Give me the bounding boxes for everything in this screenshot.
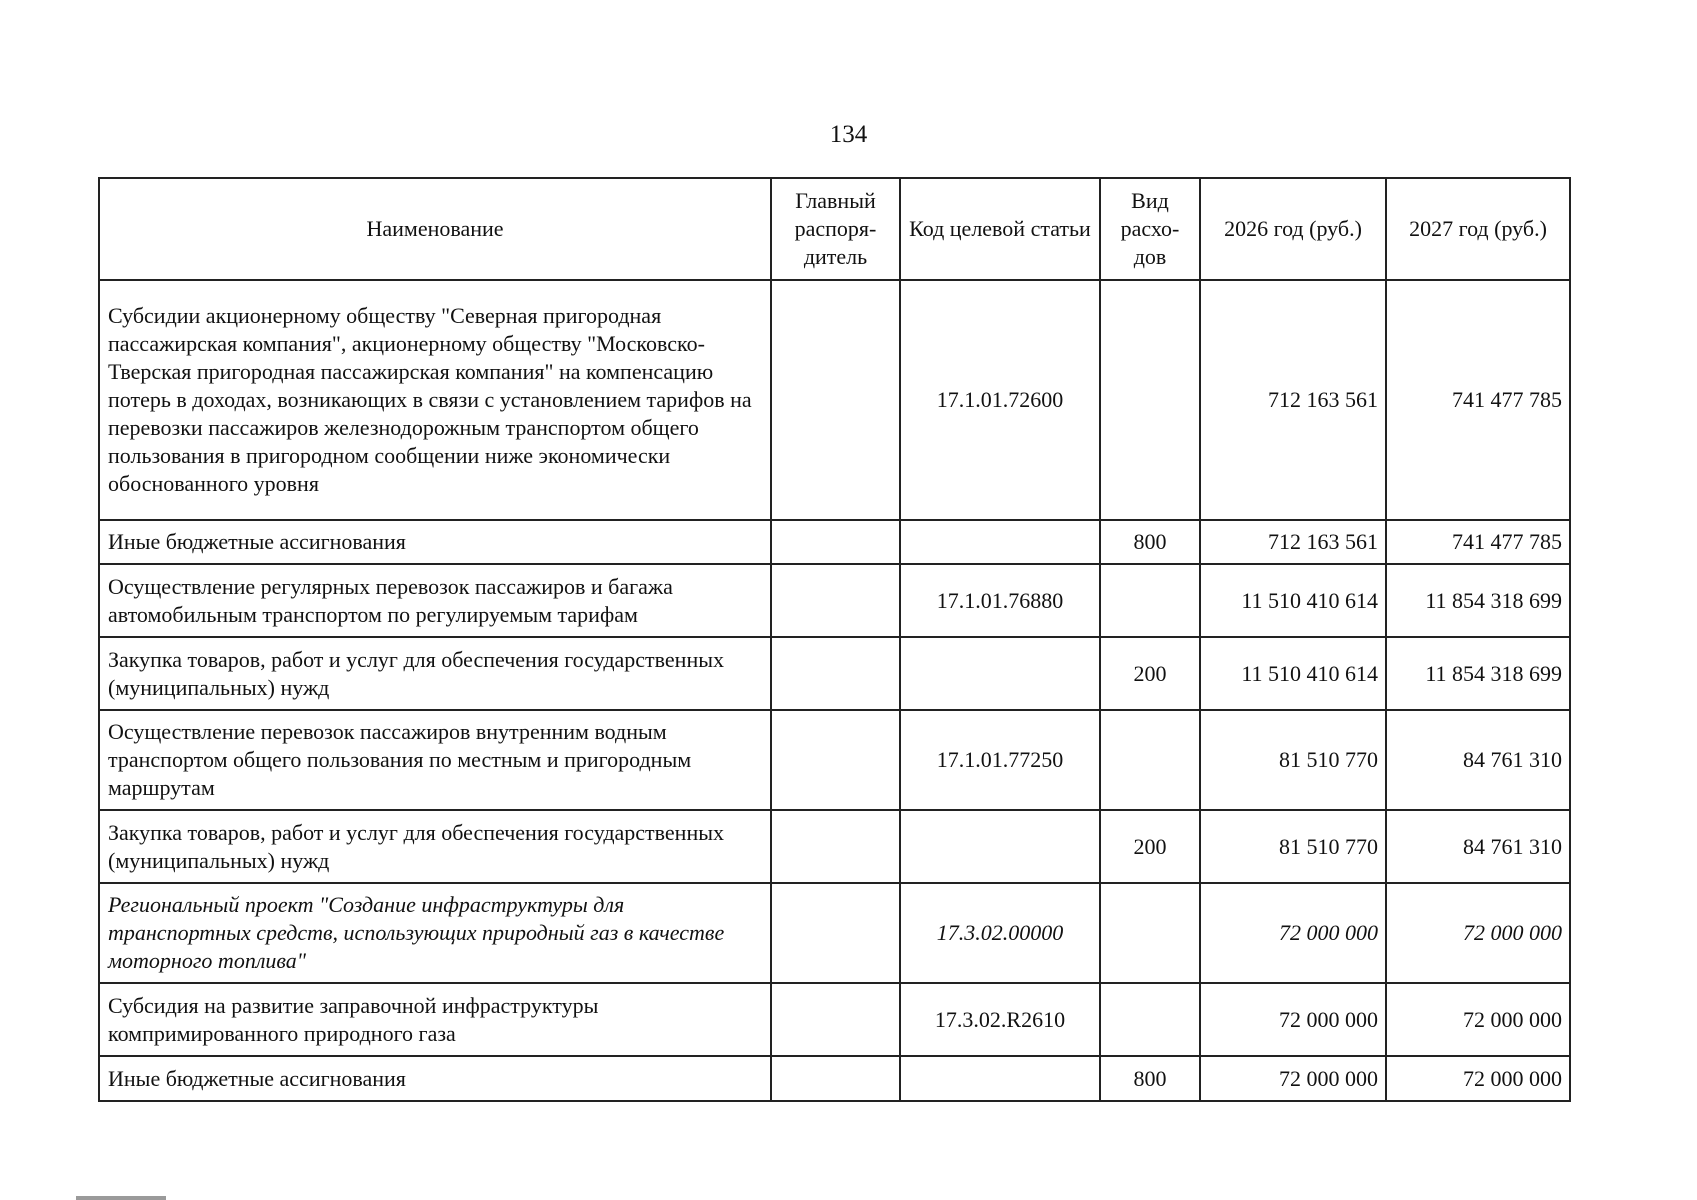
row-manager — [771, 710, 900, 810]
row-manager — [771, 810, 900, 883]
row-amount-2027: 741 477 785 — [1386, 520, 1570, 564]
row-name: Иные бюджетные ассигнования — [99, 520, 771, 564]
row-type — [1100, 983, 1200, 1056]
table-row — [99, 1056, 1570, 1101]
row-code — [900, 637, 1100, 710]
row-name: Закупка товаров, работ и услуг для обеспечения государственных (муниципальных) нужд — [99, 637, 771, 710]
row-code — [900, 810, 1100, 883]
row-amount-2027: 84 761 310 — [1386, 810, 1570, 883]
header-year-2026: 2026 год (руб.) — [1200, 178, 1386, 280]
header-year-2027: 2027 год (руб.) — [1386, 178, 1570, 280]
row-type — [1100, 883, 1200, 983]
row-code — [900, 1056, 1100, 1101]
row-type: 200 — [1100, 810, 1200, 883]
row-code: 17.3.02.00000 — [900, 883, 1100, 983]
table-row — [99, 710, 1570, 810]
row-manager — [771, 983, 900, 1056]
row-name: Осуществление перевозок пассажиров внутренним водным транспортом общего пользования по местным и пригородным маршрутам — [99, 710, 771, 810]
row-type — [1100, 710, 1200, 810]
row-manager — [771, 564, 900, 637]
table-row — [99, 564, 1570, 637]
budget-table — [98, 177, 1571, 1102]
row-name: Закупка товаров, работ и услуг для обеспечения государственных (муниципальных) нужд — [99, 810, 771, 883]
row-amount-2026: 72 000 000 — [1200, 983, 1386, 1056]
row-code: 17.1.01.76880 — [900, 564, 1100, 637]
row-amount-2027: 84 761 310 — [1386, 710, 1570, 810]
row-type: 200 — [1100, 637, 1200, 710]
header-type: Вид расхо-дов — [1100, 178, 1200, 280]
header-manager: Главный распоря-дитель — [771, 178, 900, 280]
table-row — [99, 883, 1570, 983]
row-code: 17.3.02.R2610 — [900, 983, 1100, 1056]
row-code: 17.1.01.77250 — [900, 710, 1100, 810]
row-amount-2027: 741 477 785 — [1386, 280, 1570, 520]
row-manager — [771, 280, 900, 520]
row-amount-2026: 72 000 000 — [1200, 1056, 1386, 1101]
row-name: Субсидии акционерному обществу "Северная пригородная пассажирская компания", акционерному обществу "Московско-Тверская пригородная пассажирская компания" на компенсацию потерь в доходах, возникающих в связи с установлением тарифов на перевозки пассажиров железнодорожным транспортом общего пользования в пригородном сообщении ниже экономически обоснованного уровня — [99, 280, 771, 520]
table-row — [99, 810, 1570, 883]
row-manager — [771, 1056, 900, 1101]
row-amount-2027: 11 854 318 699 — [1386, 564, 1570, 637]
row-amount-2026: 11 510 410 614 — [1200, 637, 1386, 710]
row-manager — [771, 637, 900, 710]
row-type — [1100, 564, 1200, 637]
row-code: 17.1.01.72600 — [900, 280, 1100, 520]
row-amount-2027: 72 000 000 — [1386, 983, 1570, 1056]
scan-artifact — [76, 1196, 166, 1200]
header-name: Наименование — [99, 178, 771, 280]
row-amount-2026: 72 000 000 — [1200, 883, 1386, 983]
row-amount-2026: 712 163 561 — [1200, 280, 1386, 520]
table-row — [99, 280, 1570, 520]
page-number: 134 — [829, 121, 868, 148]
row-amount-2026: 712 163 561 — [1200, 520, 1386, 564]
row-amount-2027: 11 854 318 699 — [1386, 637, 1570, 710]
row-type: 800 — [1100, 520, 1200, 564]
table-row — [99, 520, 1570, 564]
row-name: Иные бюджетные ассигнования — [99, 1056, 771, 1101]
row-name: Региональный проект "Создание инфраструктуры для транспортных средств, использующих природный газ в качестве моторного топлива" — [99, 883, 771, 983]
row-amount-2026: 81 510 770 — [1200, 810, 1386, 883]
table-header-row — [99, 178, 1570, 280]
row-amount-2026: 11 510 410 614 — [1200, 564, 1386, 637]
table-row — [99, 637, 1570, 710]
row-code — [900, 520, 1100, 564]
row-manager — [771, 883, 900, 983]
row-amount-2026: 81 510 770 — [1200, 710, 1386, 810]
row-type: 800 — [1100, 1056, 1200, 1101]
row-amount-2027: 72 000 000 — [1386, 1056, 1570, 1101]
table-row — [99, 983, 1570, 1056]
row-name: Осуществление регулярных перевозок пассажиров и багажа автомобильным транспортом по регулируемым тарифам — [99, 564, 771, 637]
row-name: Субсидия на развитие заправочной инфраструктуры компримированного природного газа — [99, 983, 771, 1056]
row-amount-2027: 72 000 000 — [1386, 883, 1570, 983]
row-manager — [771, 520, 900, 564]
row-type — [1100, 280, 1200, 520]
header-code: Код целевой статьи — [900, 178, 1100, 280]
